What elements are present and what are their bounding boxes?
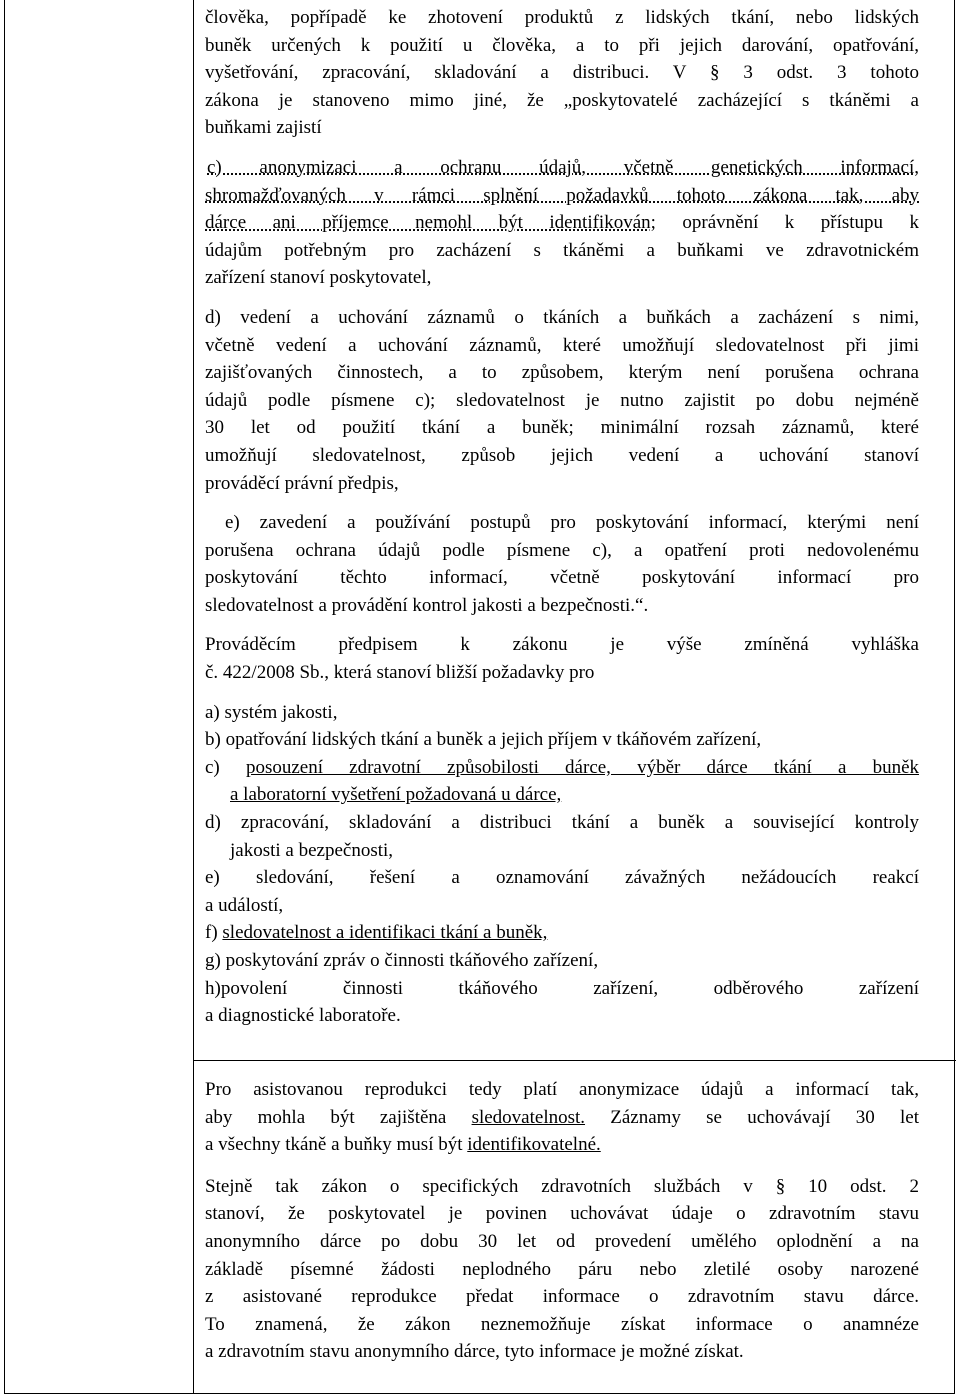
underlined-text: a laboratorní vyšetření požadovaná u dárce,: [230, 784, 562, 806]
text-span: aby mohla být zajištěna: [205, 1106, 472, 1128]
list-item-continuation: [205, 781, 919, 809]
list-item-continuation: jakosti a bezpečnosti,: [230, 839, 394, 861]
text-span: a všechny tkáně a buňky musí být: [205, 1134, 468, 1156]
text-line: e) zavedení a používání postupů pro poskytování informací, kterými není: [205, 512, 919, 534]
list-item: a) systém jakosti,: [205, 701, 338, 723]
text-line: údajů podle písmene c); sledovatelnost je nutno zajistit po dobu nejméně: [205, 389, 919, 411]
list-item: [205, 754, 919, 782]
list-item-continuation: a diagnostické laboratoře.: [205, 1005, 401, 1027]
underlined-text: sledovatelnost.: [471, 1106, 586, 1128]
text-span: oprávnění k přístupu k: [655, 212, 919, 234]
text-line: Stejně tak zákon o specifických zdravotních službách v § 10 odst. 2: [205, 1175, 919, 1197]
regulation-paragraph: [205, 631, 919, 686]
row-divider: [193, 1060, 956, 1061]
list-prefix: f): [205, 922, 223, 944]
text-line: anonymního dárce po dobu 30 let od provedení umělého oplodnění a na: [205, 1230, 919, 1252]
list-item: g) poskytování zpráv o činnosti tkáňového zařízení,: [205, 950, 599, 971]
text-line: [205, 209, 919, 237]
text-line: včetně vedení a uchování záznamů, které umožňují sledovatelnost při jimi: [205, 334, 919, 356]
underlined-text: sledovatelnost a identifikaci tkání a buněk,: [222, 922, 548, 944]
text-line: údajům potřebným pro zacházení s tkáněmi a buňkami ve zdravotnickém: [205, 239, 919, 261]
text-line: buněk určených k použití u člověka, a to při jejich darování, opatřování,: [205, 34, 919, 56]
text-line: Pro asistovanou reprodukci tedy platí anonymizace údajů a informací tak,: [205, 1079, 919, 1100]
text-line: d) vedení a uchování záznamů o tkáních a buňkách a zacházení s nimi,: [205, 306, 919, 328]
text-line: poskytování těchto informací, včetně poskytování informací pro: [205, 567, 919, 589]
text-line: sledovatelnost a provádění kontrol jakosti a bezpečnosti.“.: [205, 594, 649, 616]
upper-cell: [205, 4, 919, 1030]
list-item: d) zpracování, skladování a distribuci tkání a buněk a související kontroly: [205, 812, 919, 834]
item-d-paragraph: [205, 304, 919, 497]
text-line: To znamená, že zákon neznemožňuje získat informace o anamnéze: [205, 1313, 919, 1335]
list-prefix: c): [205, 756, 246, 778]
text-line: zákona je stanoveno mimo jiné, že „poskytovatelé zacházející s tkáněmi a: [205, 89, 919, 111]
text-line: [205, 1104, 919, 1132]
list-item: e) sledování, řešení a oznamování závažných nežádoucích reakcí: [205, 867, 919, 889]
item-e-paragraph: [205, 509, 919, 619]
lower-cell: [205, 1076, 919, 1366]
text-line: buňkami zajistí: [205, 117, 322, 139]
text-line: Prováděcím předpisem k zákonu je výše zmíněná vyhláška: [205, 634, 919, 656]
intro-paragraph: [205, 4, 919, 142]
requirements-list: [205, 699, 919, 1030]
underlined-text: posouzení zdravotní způsobilosti dárce, výběr dárce tkání a buněk: [245, 756, 920, 778]
text-line: shromažďovaných v rámci splnění požadavků tohoto zákona tak, aby: [205, 184, 919, 206]
text-line: porušena ochrana údajů podle písmene c), a opatření proti nedovolenému: [205, 539, 919, 561]
text-span: Záznamy se uchovávají 30 let: [585, 1106, 919, 1128]
text-line: prováděcí právní předpis,: [205, 472, 399, 494]
assisted-reproduction-paragraph: [205, 1076, 919, 1159]
list-item-continuation: a událostí,: [205, 894, 284, 916]
list-item: h)povolení činnosti tkáňového zařízení, odběrového zařízení: [205, 977, 919, 999]
text-line: c) anonymizaci a ochranu údajů, včetně genetických informací,: [207, 156, 919, 178]
text-line: umožňují sledovatelnost, způsob jejich vedení a uchování stanoví: [205, 444, 919, 466]
text-line: [205, 1131, 919, 1159]
text-line: zajišťovaných činnostech, a to způsobem, kterým není porušena ochrana: [205, 362, 919, 384]
item-c-paragraph: [205, 154, 919, 292]
text-line: 30 let od použití tkání a buněk; minimální rozsah záznamů, které: [205, 417, 919, 439]
underlined-text: dárce ani příjemce nemohl být identifikován;: [205, 212, 656, 234]
text-line: člověka, popřípadě ke zhotovení produktů z lidských tkání, nebo lidských: [205, 7, 919, 28]
text-line: a zdravotním stavu anonymního dárce, tyto informace je možné získat.: [205, 1341, 744, 1363]
text-line: vyšetřování, zpracování, skladování a distribuci. V § 3 odst. 3 tohoto: [205, 62, 919, 84]
list-item: [205, 919, 919, 947]
list-item: b) opatřování lidských tkání a buněk a jejich příjem v tkáňovém zařízení,: [205, 729, 762, 751]
text-line: zařízení stanoví poskytovatel,: [205, 267, 432, 289]
text-line: z asistované reprodukce předat informace o zdravotním stavu dárce.: [205, 1286, 919, 1308]
underlined-text: identifikovatelné.: [467, 1134, 601, 1156]
text-line: základě písemné žádosti neplodného páru nebo zletilé osoby narozené: [205, 1258, 919, 1280]
column-divider: [193, 0, 194, 1394]
health-services-paragraph: [205, 1173, 919, 1366]
text-line: stanoví, že poskytovatel je povinen uchovávat údaje o zdravotním stavu: [205, 1203, 919, 1225]
text-line: č. 422/2008 Sb., která stanoví bližší požadavky pro: [205, 662, 595, 684]
